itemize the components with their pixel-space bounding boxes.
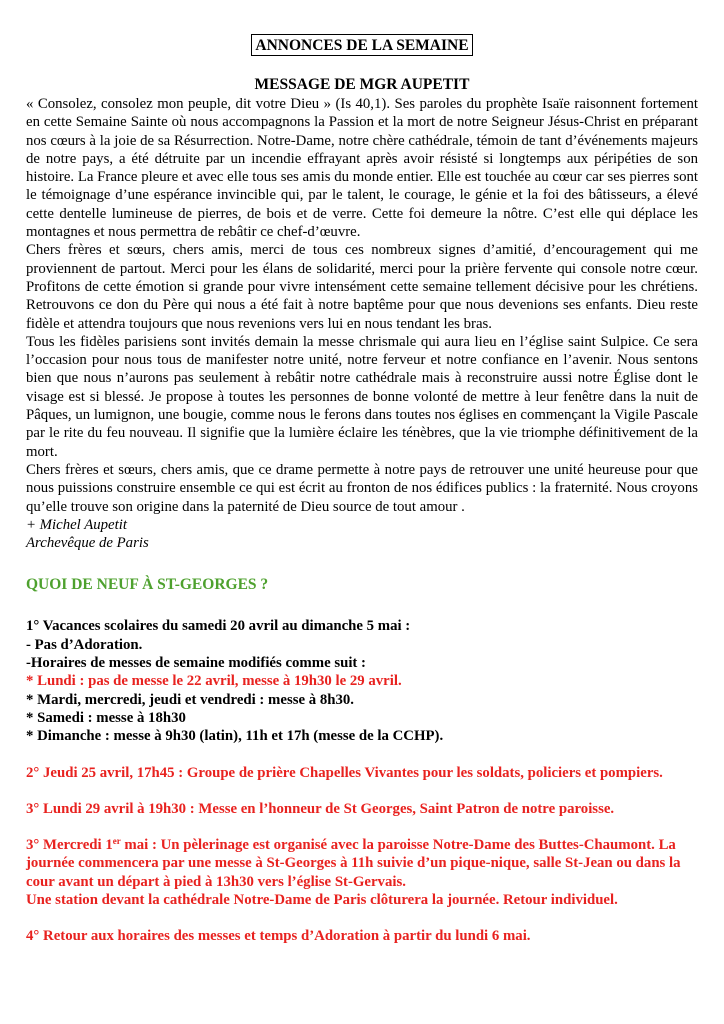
news-heading: QUOI DE NEUF À ST-GEORGES ? (26, 576, 269, 594)
news-item-4-prefix: 3° Mercredi 1 (26, 837, 113, 854)
news-item-4-superscript: er (112, 836, 121, 847)
news-item-3: 3° Lundi 29 avril à 19h30 : Messe en l’honneur de St Georges, Saint Patron de notre paroisse. (26, 800, 615, 817)
signature-title: Archevêque de Paris (26, 535, 149, 552)
announcement-page (26, 34, 698, 946)
news-list (26, 617, 698, 945)
message-paragraph-2: Chers frères et sœurs, chers amis, merci de tous ces nombreux signes d’amitié, d’encouragement qui me proviennent de partout. Merci pour les élans de solidarité, merci pour la prière fervente qui console notre cœur. Profitons de cette émotion si grande pour vivre intensément cette semaine tellement décisive pour les chrétiens. Retrouvons ce don du Père qui nous a été fait à notre baptême pour que nous devenions ses enfants. Dieu reste fidèle et attendra toujours que nous revenions vers lui en nous tendant les bras. (26, 242, 698, 332)
news-item-1-title: 1° Vacances scolaires du samedi 20 avril au dimanche 5 mai : (26, 618, 411, 635)
signature-name: + Michel Aupetit (26, 516, 127, 533)
news-item-1-line: -Horaires de messes de semaine modifiés comme suit : (26, 655, 366, 672)
news-item-2: 2° Jeudi 25 avril, 17h45 : Groupe de prière Chapelles Vivantes pour les soldats, policiers et pompiers. (26, 764, 663, 781)
news-item-4 (26, 836, 698, 891)
news-item-5: 4° Retour aux horaires des messes et temps d’Adoration à partir du lundi 6 mai. (26, 928, 531, 945)
news-item-1-line: * Mardi, mercredi, jeudi et vendredi : messe à 8h30. (26, 691, 354, 708)
message-paragraph-3: Tous les fidèles parisiens sont invités demain la messe chrismale qui aura lieu en l’église saint Sulpice. Ce sera l’occasion pour nous tous de manifester notre unité, notre ferveur et notre confiance en l’avenir. Nous sentons bien que nous n’aurons pas seulement à rebâtir notre cathédrale mais à reconstruire aussi notre Église dont le visage est si blessé. Je propose à toutes les personnes de bonne volonté de mettre à leur fenêtre dans la nuit de Pâques, un lumignon, une bougie, comme nous le ferons dans toutes nos églises en commençant la Vigile Pascale par le rite du feu nouveau. Il signifie que la lumière éclaire les ténèbres, que la vie triomphe définitivement de la mort. (26, 333, 698, 460)
news-item-1-line: * Samedi : messe à 18h30 (26, 709, 186, 726)
news-item-4-text: mai : Un pèlerinage est organisé avec la paroisse Notre-Dame des Buttes-Chaumont. La journée commencera par une messe à St-Georges à 11h suivie d’un pique-nique, salle St-Jean ou dans la cour avant un départ à pied à 13h30 vers l’église St-Gervais. (26, 837, 681, 890)
message-paragraph-4: Chers frères et sœurs, chers amis, que ce drame permette à notre pays de retrouver une unité heureuse pour que nous puissions construire ensemble ce qui est écrit au fronton de nos édifices publics : la fraternité. Nous croyons qu’elle trouve son origine dans la paternité de Dieu source de tout amour . (26, 461, 698, 515)
news-item-1-line: * Dimanche : messe à 9h30 (latin), 11h et 17h (messe de la CCHP). (26, 728, 444, 745)
message-heading: MESSAGE DE MGR AUPETIT (254, 76, 470, 93)
news-item-1-line: - Pas d’Adoration. (26, 636, 143, 653)
document-title: ANNONCES DE LA SEMAINE (251, 34, 472, 56)
news-item-4-line: Une station devant la cathédrale Notre-Dame de Paris clôturera la journée. Retour individuel. (26, 891, 618, 908)
message-paragraph-1: « Consolez, consolez mon peuple, dit votre Dieu » (Is 40,1). Ses paroles du prophète Isaïe raisonnent fortement en cette Semaine Sainte où nous accompagnons la Passion et la mort de notre Seigneur Jésus-Christ en préparant nos cœurs à la joie de sa Résurrection. Notre-Dame, notre chère cathédrale, témoin de tant d’événements majeurs de notre pays, a été détruite par un incendie effrayant après avoir résisté si longtemps aux péripéties de son histoire. La France pleure et avec elle tous ses amis du monde entier. Elle est touchée au cœur car ses pierres sont le témoignage d’une espérance invincible qui, par le talent, le courage, le génie et la foi des bâtisseurs, a élevé cette dentelle lumineuse de pierres, de bois et de verre. Cette foi demeure la nôtre. C’est elle qui déplace les montagnes et nous permettra de rebâtir ce chef-d’œuvre. (26, 96, 698, 241)
news-item-1-line: * Lundi : pas de messe le 22 avril, messe à 19h30 le 29 avril. (26, 673, 402, 690)
